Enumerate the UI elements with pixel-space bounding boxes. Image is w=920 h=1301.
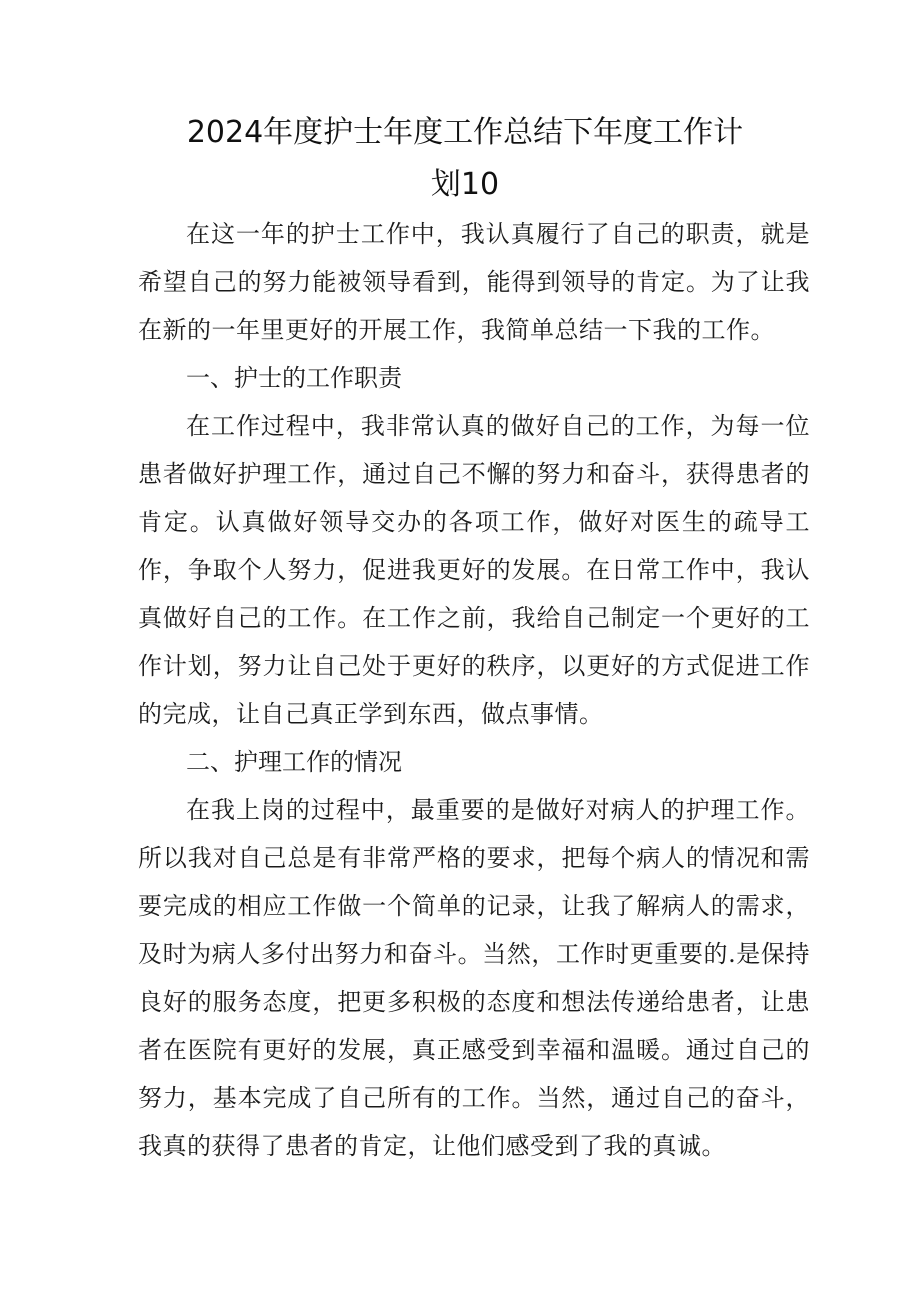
section-1-paragraph: 在工作过程中，我非常认真的做好自己的工作，为每一位患者做好护理工作，通过自己不懈的努力和奋斗，获得患者的肯定。认真做好领导交办的各项工作，做好对医生的疏导工作，争取个人努力，促进我更好的发展。在日常工作中，我认真做好自己的工作。在工作之前，我给自己制定一个更好的工作计划，努力让自己处于更好的秩序，以更好的方式促进工作的完成，让自己真正学到东西，做点事情。 [138,412,810,728]
section-heading-1: 一、护士的工作职责 [186,364,402,392]
document-title-line-1: 2024年度护士年度工作总结下年度工作计 [186,115,744,150]
intro-paragraph: 在这一年的护士工作中，我认真履行了自己的职责，就是希望自己的努力能被领导看到，能得到领导的肯定。为了让我在新的一年里更好的开展工作，我简单总结一下我的工作。 [138,220,810,344]
section-heading-2: 二、护理工作的情况 [186,748,402,776]
document-title-line-2: 划10 [430,167,500,202]
section-2-paragraph: 在我上岗的过程中，最重要的是做好对病人的护理工作。所以我对自己总是有非常严格的要求，把每个病人的情况和需要完成的相应工作做一个简单的记录，让我了解病人的需求，及时为病人多付出努力和奋斗。当然，工作时更重要的.是保持良好的服务态度，把更多积极的态度和想法传递给患者，让患者在医院有更好的发展，真正感受到幸福和温暖。通过自己的努力，基本完成了自己所有的工作。当然，通过自己的奋斗，我真的获得了患者的肯定，让他们感受到了我的真诚。 [138,796,810,1160]
